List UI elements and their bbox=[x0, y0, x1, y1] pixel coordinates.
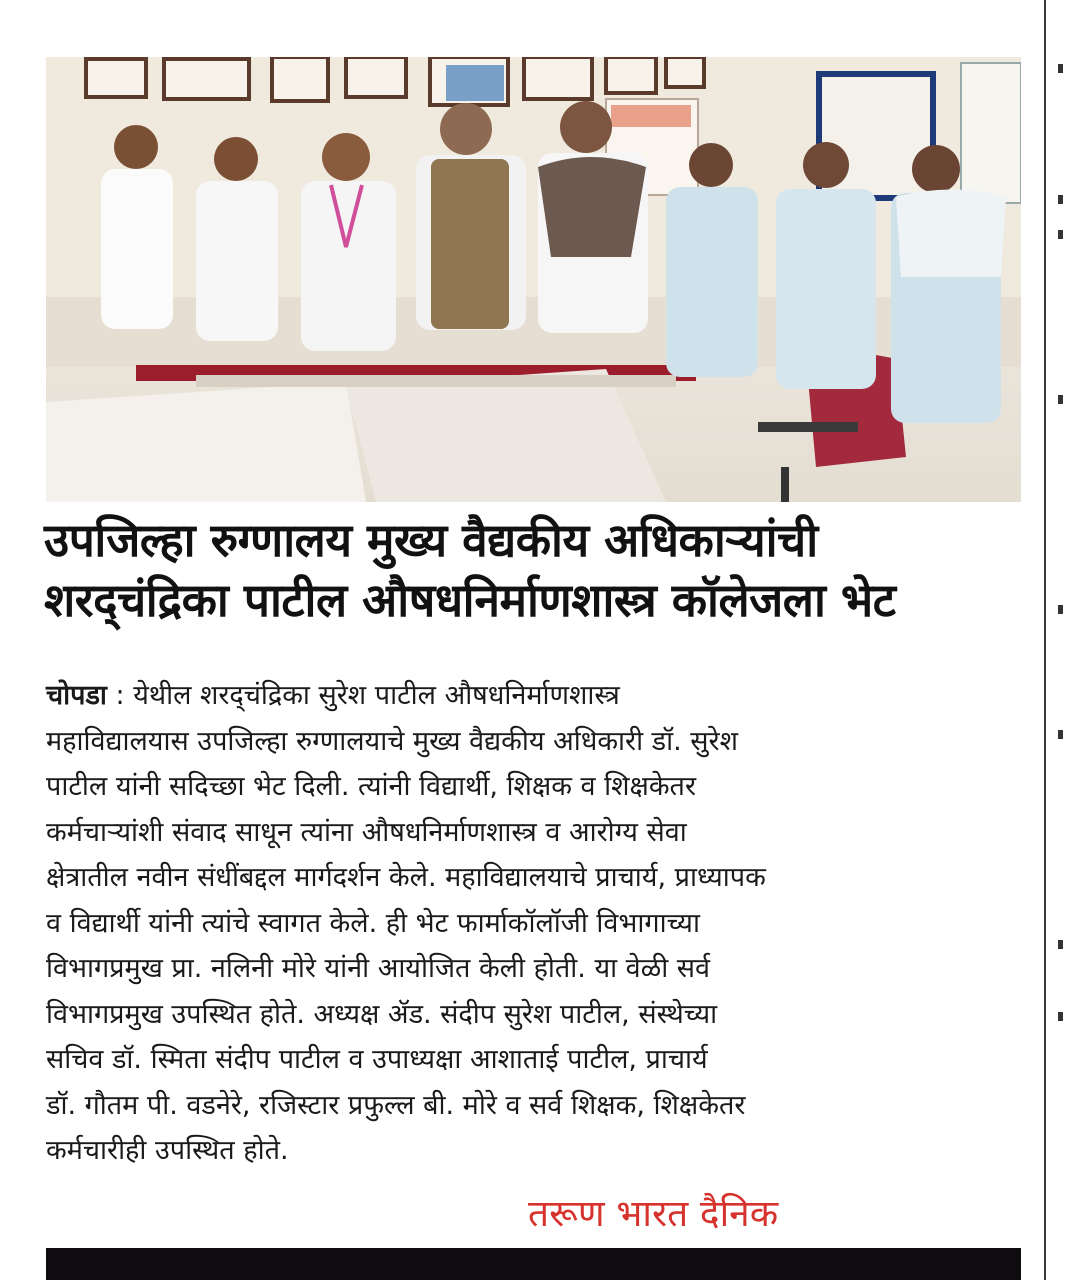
body-line-1 bbox=[46, 673, 1021, 719]
next-photo-clip bbox=[46, 1248, 1021, 1280]
body-line-4: कर्मचाऱ्यांशी संवाद साधून त्यांना औषधनिर्माणशास्त्र व आरोग्य सेवा bbox=[46, 816, 687, 848]
headline-line-1: उपजिल्हा रुग्णालय मुख्य वैद्यकीय अधिकाऱ्यांची bbox=[44, 513, 818, 567]
article-photo bbox=[46, 57, 1021, 502]
body-line-1-text: येथील शरद्चंद्रिका सुरेश पाटील औषधनिर्माणशास्त्र bbox=[133, 680, 620, 711]
body-line-7: विभागप्रमुख प्रा. नलिनी मोरे यांनी आयोजित केली होती. या वेळी सर्व bbox=[46, 953, 711, 984]
body-line-11: कर्मचारीही उपस्थित होते. bbox=[46, 1135, 289, 1166]
body-line-9: सचिव डॉ. स्मिता संदीप पाटील व उपाध्यक्षा आशाताई पाटील, प्राचार्य bbox=[46, 1044, 708, 1075]
dateline: चोपडा bbox=[46, 680, 107, 711]
newspaper-source: तरूण भारत दैनिक bbox=[528, 1192, 779, 1235]
article-body bbox=[46, 673, 1021, 1174]
group-photo-icon bbox=[46, 57, 1021, 502]
article-headline bbox=[44, 510, 1034, 630]
body-line-2: महाविद्यालयास उपजिल्हा रुग्णालयाचे मुख्य वैद्यकीय अधिकारी डॉ. सुरेश bbox=[46, 725, 738, 757]
body-line-8: विभागप्रमुख उपस्थित होते. अध्यक्ष ॲड. संदीप सुरेश पाटील, संस्थेच्या bbox=[46, 998, 718, 1030]
column-divider bbox=[1044, 0, 1046, 1280]
body-line-10: डॉ. गौतम पी. वडनेरे, रजिस्टार प्रफुल्ल बी. मोरे व सर्व शिक्षक, शिक्षकेतर bbox=[46, 1089, 746, 1121]
body-line-6: व विद्यार्थी यांनी त्यांचे स्वागत केले. ही भेट फार्माकॉलॉजी विभागाच्या bbox=[46, 907, 700, 939]
body-line-5: क्षेत्रातील नवीन संधींबद्दल मार्गदर्शन केले. महाविद्यालयाचे प्राचार्य, प्राध्यापक bbox=[46, 862, 766, 893]
dateline-separator: : bbox=[106, 680, 134, 711]
headline-line-2: शरद्चंद्रिका पाटील औषधनिर्माणशास्त्र कॉलेजला भेट bbox=[44, 573, 896, 627]
previous-article-fragment bbox=[46, 0, 54, 14]
body-line-3: पाटील यांनी सदिच्छा भेट दिली. त्यांनी विद्यार्थी, शिक्षक व शिक्षकेतर bbox=[46, 771, 696, 802]
previous-article-clip bbox=[0, 0, 1040, 14]
adjacent-column-fragments bbox=[1056, 40, 1069, 1040]
